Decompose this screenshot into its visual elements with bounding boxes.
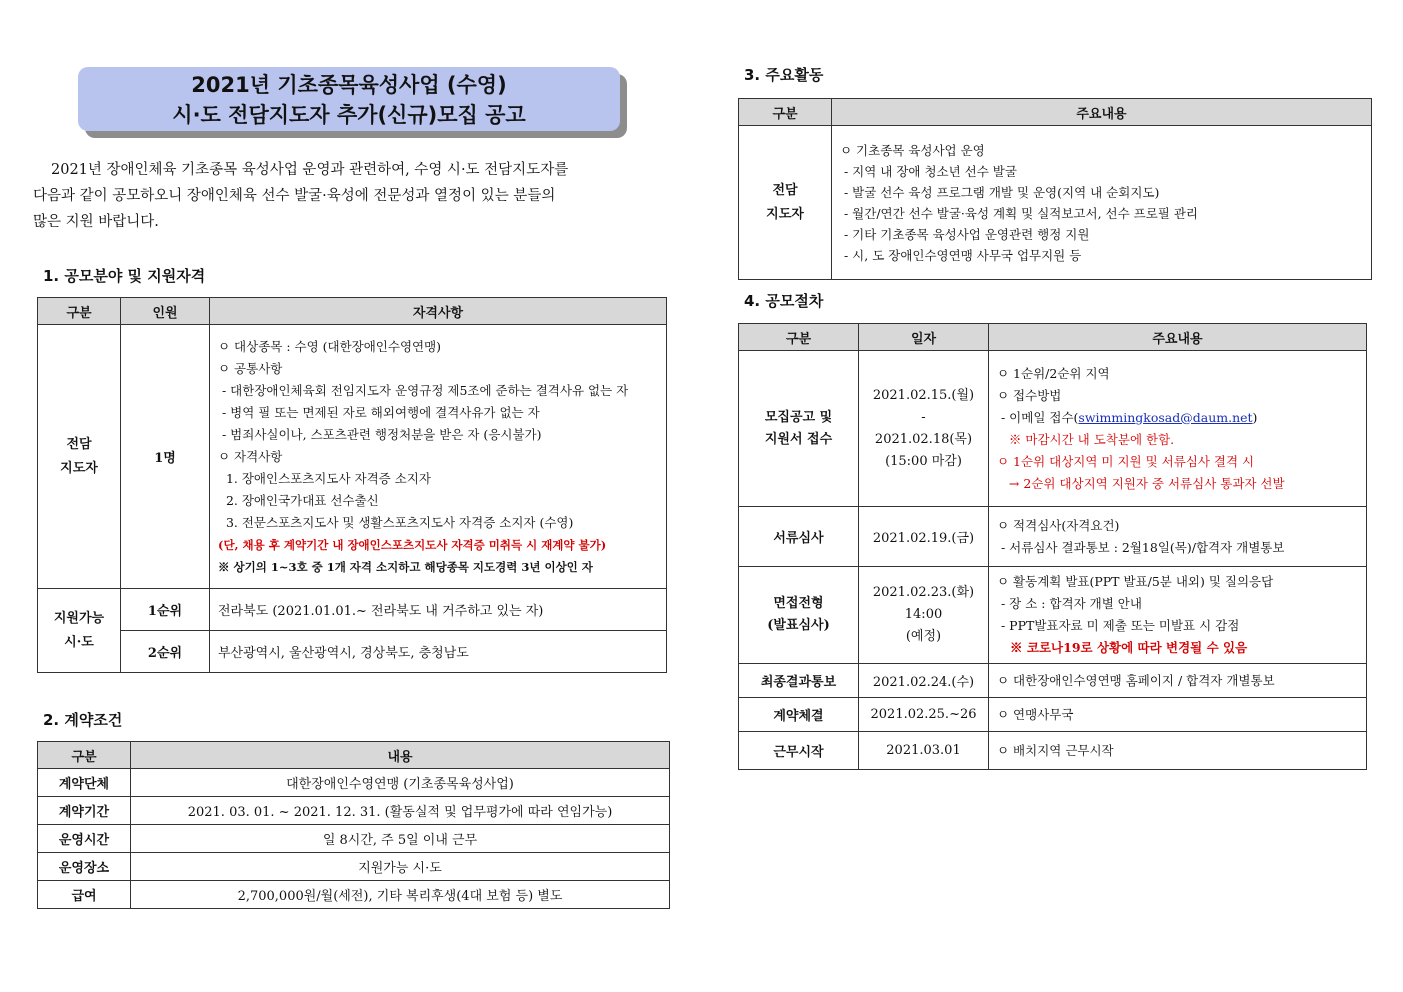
procedure-line: ㅇ 대한장애인수영연맹 홈페이지 / 합격자 개별통보 <box>997 672 1275 688</box>
intro-line: 다음과 같이 공모하오니 장애인체육 선수 발굴·육성에 전문성과 열정이 있는 분들의 <box>33 188 556 204</box>
qual-line: - 대한장애인체육회 전임지도자 운영규정 제5조에 준하는 결격사유 없는 자 <box>218 382 629 398</box>
section2-heading: 2. 계약조건 <box>43 711 123 729</box>
col-header: 구분 <box>739 99 832 126</box>
qual-note-red: (단, 채용 후 계약기간 내 장애인스포츠지도사 자격증 미취득 시 재계약 불가) <box>218 537 607 552</box>
procedure-line: ㅇ 1순위/2순위 지역 <box>997 365 1110 381</box>
activity-role-cell: 전담 지도자 <box>739 126 832 280</box>
procedure-content <box>989 507 1367 567</box>
procedure-line: - 서류심사 결과통보 : 2월18일(목)/합격자 개별통보 <box>997 539 1285 555</box>
rank-cell: 2순위 <box>121 631 210 673</box>
contract-label: 계약단체 <box>38 769 131 797</box>
activity-line: - 발굴 선수 육성 프로그램 개발 및 운영(지역 내 순회지도) <box>840 184 1160 200</box>
intro-paragraph <box>33 157 673 235</box>
intro-line: 많은 지원 바랍니다. <box>33 214 159 230</box>
qualification-cell <box>210 325 667 589</box>
activity-line: ㅇ 기초종목 육성사업 운영 <box>840 142 985 158</box>
contract-label: 운영장소 <box>38 853 131 881</box>
contract-value: 대한장애인수영연맹 (기초종목육성사업) <box>131 769 670 797</box>
email-link[interactable]: swimmingkosad@daum.net <box>1078 409 1253 425</box>
procedure-date: 2021.02.24.(수) <box>859 664 989 698</box>
announcement-title <box>78 67 620 131</box>
section1-heading: 1. 공모분야 및 지원자격 <box>43 267 206 285</box>
contract-label: 급여 <box>38 881 131 909</box>
rank-cell: 1순위 <box>121 589 210 631</box>
qual-note-bold: ※ 상기의 1~3호 중 1개 자격 소지하고 해당종목 지도경력 3년 이상인 자 <box>218 559 593 574</box>
procedure-line: ㅇ 연맹사무국 <box>997 706 1074 722</box>
qual-line: ㅇ 자격사항 <box>218 448 283 464</box>
procedure-line: - 장 소 : 합격자 개별 안내 <box>997 596 1142 611</box>
procedure-content <box>989 567 1367 664</box>
procedure-content <box>989 732 1367 770</box>
procedure-label: 서류심사 <box>739 507 859 567</box>
region-cell: 전라북도 (2021.01.01.~ 전라북도 내 거주하고 있는 자) <box>210 589 667 631</box>
qual-line: ㅇ 공통사항 <box>218 360 283 376</box>
procedure-content <box>989 351 1367 507</box>
contract-value: 일 8시간, 주 5일 이내 근무 <box>131 825 670 853</box>
count-cell: 1명 <box>121 325 210 589</box>
contract-label: 계약기간 <box>38 797 131 825</box>
procedure-date: 2021.02.19.(금) <box>859 507 989 567</box>
contract-value: 2,700,000원/월(세전), 기타 복리후생(4대 보험 등) 별도 <box>131 881 670 909</box>
col-header: 주요내용 <box>832 99 1372 126</box>
procedure-date: 2021.02.25.~26 <box>859 698 989 732</box>
role-cell: 전담 지도자 <box>38 325 121 589</box>
procedure-line: ㅇ 활동계획 발표(PPT 발표/5분 내외) 및 질의응답 <box>997 574 1274 589</box>
col-header: 주요내용 <box>989 324 1367 351</box>
activity-line: - 시, 도 장애인수영연맹 사무국 업무지원 등 <box>840 247 1082 263</box>
procedure-line: ㅇ 배치지역 근무시작 <box>997 742 1114 758</box>
contract-table <box>37 741 670 909</box>
qual-line: - 병역 필 또는 면제된 자로 해외여행에 결격사유가 없는 자 <box>218 404 540 420</box>
activity-content-cell <box>832 126 1372 280</box>
email-close: ) <box>1252 409 1258 425</box>
col-header: 일자 <box>859 324 989 351</box>
procedure-date: 2021.03.01 <box>859 732 989 770</box>
procedure-content <box>989 664 1367 698</box>
col-header: 인원 <box>121 298 210 325</box>
contract-value: 지원가능 시·도 <box>131 853 670 881</box>
col-header: 구분 <box>739 324 859 351</box>
intro-line: 2021년 장애인체육 기초종목 육성사업 운영과 관련하여, 수영 시·도 전담지도자를 <box>51 162 569 178</box>
col-header: 내용 <box>131 742 670 769</box>
procedure-table <box>738 323 1367 770</box>
contract-label: 운영시간 <box>38 825 131 853</box>
qual-line: 1. 장애인스포츠지도사 자격증 소지자 <box>218 470 431 486</box>
qual-line: - 범죄사실이나, 스포츠관련 행정처분을 받은 자 (응시불가) <box>218 426 542 442</box>
title-line-1: 2021년 기초종목육성사업 (수영) <box>191 73 507 97</box>
procedure-label: 최종결과통보 <box>739 664 859 698</box>
procedure-line: → 2순위 대상지역 지원자 중 서류심사 통과자 선발 <box>997 475 1285 491</box>
procedure-label: 면접전형 (발표심사) <box>739 567 859 664</box>
section4-heading: 4. 공모절차 <box>744 292 824 310</box>
procedure-content <box>989 698 1367 732</box>
activity-line: - 지역 내 장애 청소년 선수 발굴 <box>840 163 1017 179</box>
title-line-2: 시·도 전담지도자 추가(신규)모집 공고 <box>172 103 526 127</box>
procedure-line: ㅇ 적격심사(자격요건) <box>997 517 1120 533</box>
procedure-line <box>997 407 1358 429</box>
region-label-cell: 지원가능 시·도 <box>38 589 121 673</box>
contract-value: 2021. 03. 01. ~ 2021. 12. 31. (활동실적 및 업무평가에 따라 연임가능) <box>131 797 670 825</box>
qualification-table <box>37 297 667 673</box>
procedure-date: 2021.02.23.(화) 14:00 (예정) <box>859 567 989 664</box>
procedure-line: - PPT발표자료 미 제출 또는 미발표 시 감점 <box>997 618 1240 633</box>
col-header: 구분 <box>38 298 121 325</box>
procedure-date: 2021.02.15.(월) - 2021.02.18(목) (15:00 마감) <box>859 351 989 507</box>
email-prefix: - 이메일 접수( <box>997 409 1079 425</box>
procedure-label: 근무시작 <box>739 732 859 770</box>
procedure-label: 모집공고 및 지원서 접수 <box>739 351 859 507</box>
activity-line: - 기타 기초종목 육성사업 운영관련 행정 지원 <box>840 226 1090 242</box>
procedure-line: ㅇ 1순위 대상지역 미 지원 및 서류심사 결격 시 <box>997 453 1255 469</box>
qual-line: 3. 전문스포츠지도사 및 생활스포츠지도사 자격증 소지자 (수영) <box>218 514 574 530</box>
col-header: 자격사항 <box>210 298 667 325</box>
section3-heading: 3. 주요활동 <box>744 66 824 84</box>
procedure-label: 계약체결 <box>739 698 859 732</box>
qual-line: 2. 장애인국가대표 선수출신 <box>218 492 379 508</box>
qual-line: ㅇ 대상종목 : 수영 (대한장애인수영연맹) <box>218 338 442 354</box>
activity-line: - 월간/연간 선수 발굴·육성 계획 및 실적보고서, 선수 프로필 관리 <box>840 205 1198 221</box>
procedure-line: ※ 마감시간 내 도착분에 한함. <box>997 431 1175 447</box>
activity-table <box>738 98 1372 280</box>
procedure-line: ※ 코로나19로 상황에 따라 변경될 수 있음 <box>997 640 1248 655</box>
procedure-line: ㅇ 접수방법 <box>997 387 1062 403</box>
col-header: 구분 <box>38 742 131 769</box>
region-cell: 부산광역시, 울산광역시, 경상북도, 충청남도 <box>210 631 667 673</box>
